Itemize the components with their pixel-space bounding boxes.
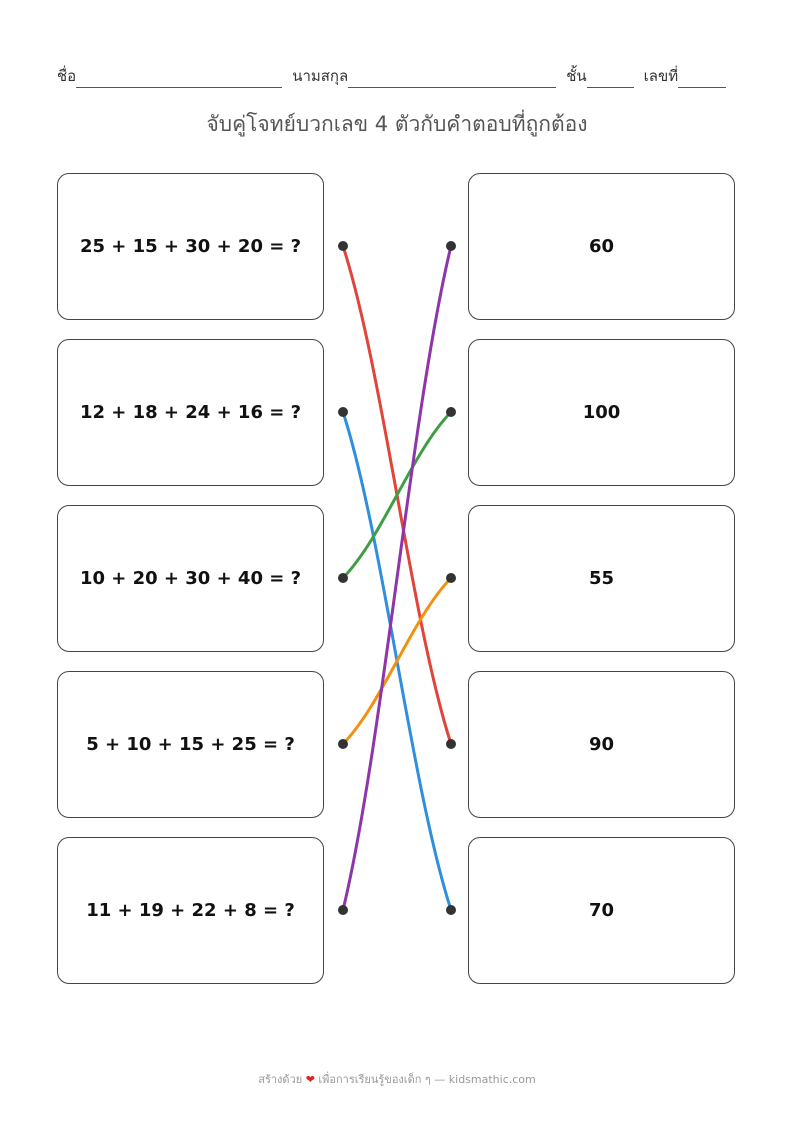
answer-dot-1[interactable] <box>446 241 456 251</box>
footer-text-after: เพื่อการเรียนรู้ของเด็ก ๆ — kidsmathic.com <box>318 1073 536 1086</box>
number-label: เลขที่ <box>643 67 679 85</box>
answer-card-4: 90 <box>468 671 735 818</box>
question-dot-1[interactable] <box>338 241 348 251</box>
name-label: ชื่อ <box>57 67 77 85</box>
question-card-1: 25 + 15 + 30 + 20 = ? <box>57 173 324 320</box>
surname-label: นามสกุล <box>292 67 349 85</box>
question-dot-2[interactable] <box>338 407 348 417</box>
question-card-4: 5 + 10 + 15 + 25 = ? <box>57 671 324 818</box>
footer-text-before: สร้างด้วย <box>258 1073 303 1086</box>
question-card-2: 12 + 18 + 24 + 16 = ? <box>57 339 324 486</box>
question-card-3: 10 + 20 + 30 + 40 = ? <box>57 505 324 652</box>
worksheet-title: จับคู่โจทย์บวกเลข 4 ตัวกับคำตอบที่ถูกต้อง <box>206 112 588 136</box>
heart-icon: ❤ <box>305 1073 315 1086</box>
footer <box>0 1070 794 1088</box>
answer-card-3: 55 <box>468 505 735 652</box>
class-label: ชั้น <box>566 67 587 85</box>
match-line-4 <box>343 578 451 744</box>
match-line-3 <box>343 412 451 578</box>
answer-card-2: 100 <box>468 339 735 486</box>
question-card-5: 11 + 19 + 22 + 8 = ? <box>57 837 324 984</box>
answer-card-5: 70 <box>468 837 735 984</box>
question-dot-5[interactable] <box>338 905 348 915</box>
answer-dot-2[interactable] <box>446 407 456 417</box>
answer-dot-4[interactable] <box>446 739 456 749</box>
answer-dot-3[interactable] <box>446 573 456 583</box>
answer-card-1: 60 <box>468 173 735 320</box>
question-dot-3[interactable] <box>338 573 348 583</box>
match-line-5 <box>343 246 451 910</box>
question-dot-4[interactable] <box>338 739 348 749</box>
answer-dot-5[interactable] <box>446 905 456 915</box>
